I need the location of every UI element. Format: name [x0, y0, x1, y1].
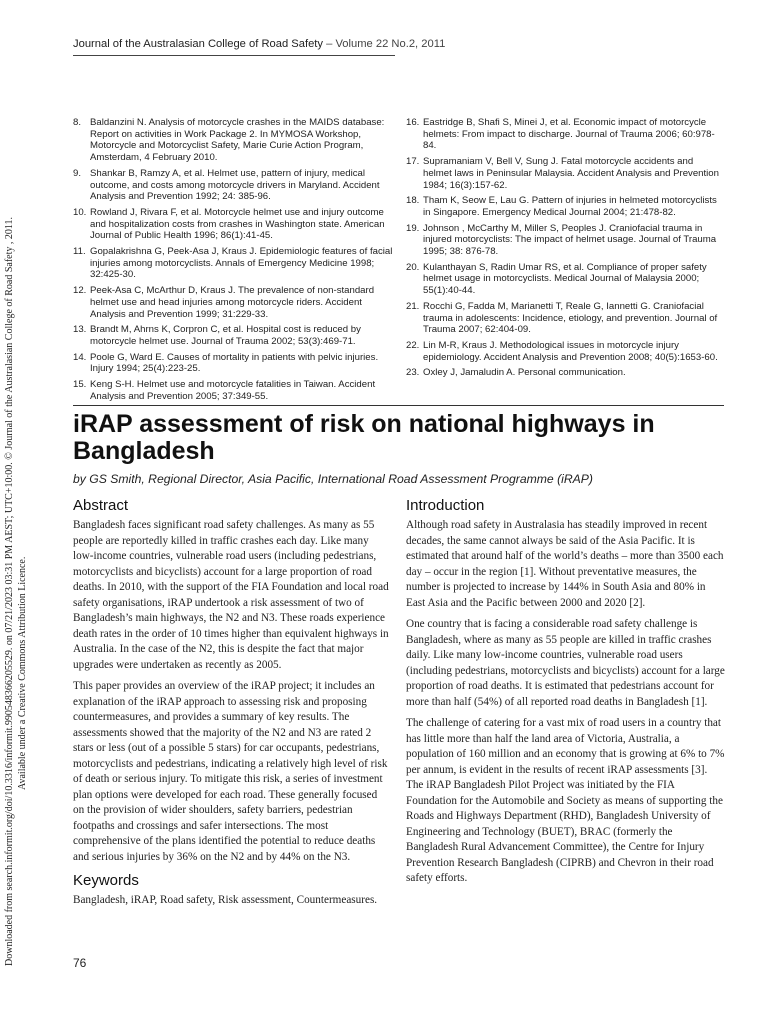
- reference-item: [73, 207, 393, 242]
- abstract-body: [73, 518, 391, 871]
- reference-text: Baldanzini N. Analysis of motorcycle crashes in the MAIDS database: Report on activities in Work Package 2. In MYMOSA Workshop, Motorcycle and Motorcyclist Safety, Marie Curie Action Program, Amsterdam, 4 February 2010.: [90, 117, 385, 164]
- reference-text: Supramaniam V, Bell V, Sung J. Fatal motorcycle accidents and helmet laws in Peninsular Malaysia. Accident Analysis and Prevention 1984; 16(3):157-62.: [423, 156, 719, 191]
- introduction-paragraph: One country that is facing a considerable road safety challenge is Bangladesh, where as many as 55 people are killed in traffic crashes daily. Like many low-income countries, vulnerable road users (including pedestrians, motorcyclists and bicyclists) account for a large proportion of road deaths. It is estimated that pedestrians account for more than half (54%) of all reported road deaths in Bangladesh [1].: [406, 618, 725, 708]
- reference-text: Shankar B, Ramzy A, et al. Helmet use, pattern of injury, medical outcome, and costs among motorcycle drivers in Maryland. Accident Analysis and Prevention 1992; 24: 385-96.: [90, 167, 380, 203]
- reference-text: Rocchi G, Fadda M, Marianetti T, Reale G, Iannetti G. Craniofacial trauma in adolescents: Incidence, etiology, and prevention. Journal of Trauma 2007; 62:404-09.: [423, 300, 718, 336]
- reference-number: 20.: [406, 261, 420, 273]
- reference-text: Brandt M, Ahrns K, Corpron C, et al. Hospital cost is reduced by motorcycle helmet use. Journal of Trauma 2002; 53(3):469-71.: [90, 324, 361, 347]
- reference-item: [73, 285, 393, 320]
- reference-item: [406, 301, 724, 336]
- reference-number: 21.: [406, 300, 420, 312]
- reference-item: [406, 367, 724, 379]
- title-rule: [73, 405, 724, 406]
- reference-number: 13.: [73, 324, 87, 336]
- reference-number: 17.: [406, 156, 420, 168]
- reference-number: 23.: [406, 367, 420, 379]
- keywords-text: Bangladesh, iRAP, Road safety, Risk assessment, Countermeasures.: [73, 894, 378, 906]
- reference-item: [73, 352, 393, 375]
- reference-number: 15.: [73, 379, 87, 391]
- reference-list-left: [73, 117, 393, 406]
- reference-item: [406, 156, 724, 191]
- reference-text: Tham K, Seow E, Lau G. Pattern of injuries in helmeted motorcyclists in Singapore. Emergency Medical Journal 2004; 21:478-82.: [423, 195, 717, 218]
- download-notice: [4, 217, 29, 966]
- reference-list-right: [406, 117, 724, 383]
- introduction-paragraph: Although road safety in Australasia has steadily improved in recent decades, the same cannot always be said of the Asia Pacific. It is estimated that around half of the world’s deaths – more than 3500 each day – occur in the region [1]. Without preventative measures, the number is projected to increase by 144% in South Asia and 80% in East Asia and the Pacific between 2000 and 2020 [2].: [406, 519, 724, 609]
- header-rule: [73, 55, 395, 56]
- reference-number: 12.: [73, 285, 87, 297]
- page-number: 76: [73, 956, 87, 970]
- reference-number: 14.: [73, 351, 87, 363]
- reference-item: [73, 168, 393, 203]
- reference-text: Keng S-H. Helmet use and motorcycle fatalities in Taiwan. Accident Analysis and Prevention 2005; 37:349-55.: [90, 379, 376, 402]
- reference-item: [73, 246, 393, 281]
- reference-text: Peek-Asa C, McArthur D, Kraus J. The prevalence of non-standard helmet use and head injuries among motorcycle riders. Accident Analysis and Prevention 1999; 31:229-33.: [90, 285, 375, 320]
- introduction-paragraph: The challenge of catering for a vast mix of road users in a country that has little more than half the land area of Victoria, Australia, a population of 160 million and an economy that is growing at 6% to 7% per annum, is evident in the results of recent iRAP assessments [3]. The iRAP Bangladesh Pilot Project was initiated by the FIA Foundation for the Automobile and Society as means of supporting the Roads and Highways Department (RHD), Bangladesh University of Engineering and Technology (BUET), BRAC (formerly the Bangladesh Rural Advancement Committee), the Centre for Injury Prevention Research Bangladesh (CIPRB) and Chevron in their road safety efforts.: [406, 717, 725, 884]
- reference-number: 11.: [73, 246, 86, 258]
- reference-item: [406, 262, 724, 297]
- reference-text: Gopalakrishna G, Peek-Asa J, Kraus J. Epidemiologic features of facial injuries among motorcyclists. Annals of Emergency Medicine 1998; 32:425-30.: [90, 246, 393, 281]
- running-header: [73, 38, 446, 50]
- reference-number: 10.: [73, 206, 87, 218]
- reference-text: Poole G, Ward E. Causes of mortality in patients with pelvic injuries. Injury 1994; 25(4):223-25.: [90, 351, 379, 375]
- reference-number: 22.: [406, 339, 420, 351]
- download-notice-line2: Available under a Creative Commons Attribution Licence.: [16, 556, 28, 790]
- reference-number: 18.: [406, 195, 420, 207]
- journal-volume: – Volume 22 No.2, 2011: [323, 38, 446, 50]
- introduction-body: [406, 518, 726, 893]
- reference-item: [406, 340, 724, 363]
- reference-item: [406, 117, 724, 152]
- reference-item: [73, 117, 393, 164]
- reference-item: [73, 324, 393, 347]
- abstract-paragraph: Bangladesh faces significant road safety challenges. As many as 55 people are reportedly killed in traffic crashes each day. Like many low-income countries, vulnerable road users (including pedestrians, motorcyclists and bicyclists) account for a large proportion of road deaths. In 2010, with the support of the FIA Foundation and local road safety organisations, iRAP undertook a risk assessment of two of Bangladesh’s main highways, the N2 and N3. These roads experience death rates in the order of 10 times higher than equivalent highways in Australia. In the case of the N2, this is despite the fact that major upgrades were undertaken as recently as 2005.: [73, 519, 389, 671]
- article-title: iRAP assessment of risk on national highways in Bangladesh: [73, 410, 655, 465]
- reference-text: Johnson , McCarthy M, Miller S, Peoples J. Craniofacial trauma in injured motorcyclists: The impact of helmet usage. Journal of Trauma 1995; 38: 876-78.: [423, 222, 717, 258]
- reference-text: Rowland J, Rivara F, et al. Motorcycle helmet use and injury outcome and hospitalization costs from crashes in Washington state. American Journal of Public Health 1996; 86(1):41-45.: [90, 206, 385, 242]
- abstract-heading: Abstract: [73, 497, 129, 514]
- reference-text: Oxley J, Jamaludin A. Personal communication.: [423, 367, 626, 379]
- reference-text: Eastridge B, Shafi S, Minei J, et al. Economic impact of motorcycle helmets: From impact to discharge. Journal of Trauma 2006; 60:978-84.: [423, 117, 715, 152]
- reference-text: Kulanthayan S, Radin Umar RS, et al. Compliance of proper safety helmet usage in motorcyclists. Medical Journal of Malaysia 2000; 55(1):40-44.: [423, 261, 707, 297]
- abstract-paragraph: This paper provides an overview of the iRAP project; it includes an explanation of the iRAP approach to assessing risk and proposing countermeasures, and provides a summary of key results. The assessments showed that the majority of the N2 and N3 are rated 2 stars or less (out of a possible 5 stars) for car occupants, pedestrians, motorcyclists and pedestrians, indicating a relatively high level of risk of death or serious injury. To mitigate this risk, a series of investment plan options were developed for each road. These generally focused on the provision of wider shoulders, safety barriers, pedestrian footpaths and crossings and safer intersections. The most comprehensive of the plans identified the potential to reduce deaths and serious injuries by 36% on the N2 and by 44% on the N3.: [73, 680, 388, 863]
- reference-number: 9.: [73, 167, 82, 179]
- download-notice-line1: Downloaded from search.informit.org/doi/10.3316/informit.990548366205529. on 07/21/2023 03:31 PM AEST; UTC+10:00. © Journal of the Australasian College of Road Safety , 2011.: [4, 217, 15, 966]
- article-byline: by GS Smith, Regional Director, Asia Pacific, International Road Assessment Programme (iRAP): [73, 472, 593, 486]
- reference-item: [406, 223, 724, 258]
- journal-name: Journal of the Australasian College of Road Safety: [73, 38, 324, 50]
- reference-text: Lin M-R, Kraus J. Methodological issues in motorcycle injury epidemiology. Accident Analysis and Prevention 2008; 40(5):1653-60.: [423, 339, 718, 363]
- reference-item: [73, 379, 393, 402]
- reference-item: [406, 195, 724, 218]
- keywords-heading: Keywords: [73, 872, 139, 889]
- reference-number: 19.: [406, 222, 420, 234]
- introduction-heading: Introduction: [406, 497, 485, 514]
- reference-number: 16.: [406, 117, 420, 128]
- reference-number: 8.: [73, 117, 82, 128]
